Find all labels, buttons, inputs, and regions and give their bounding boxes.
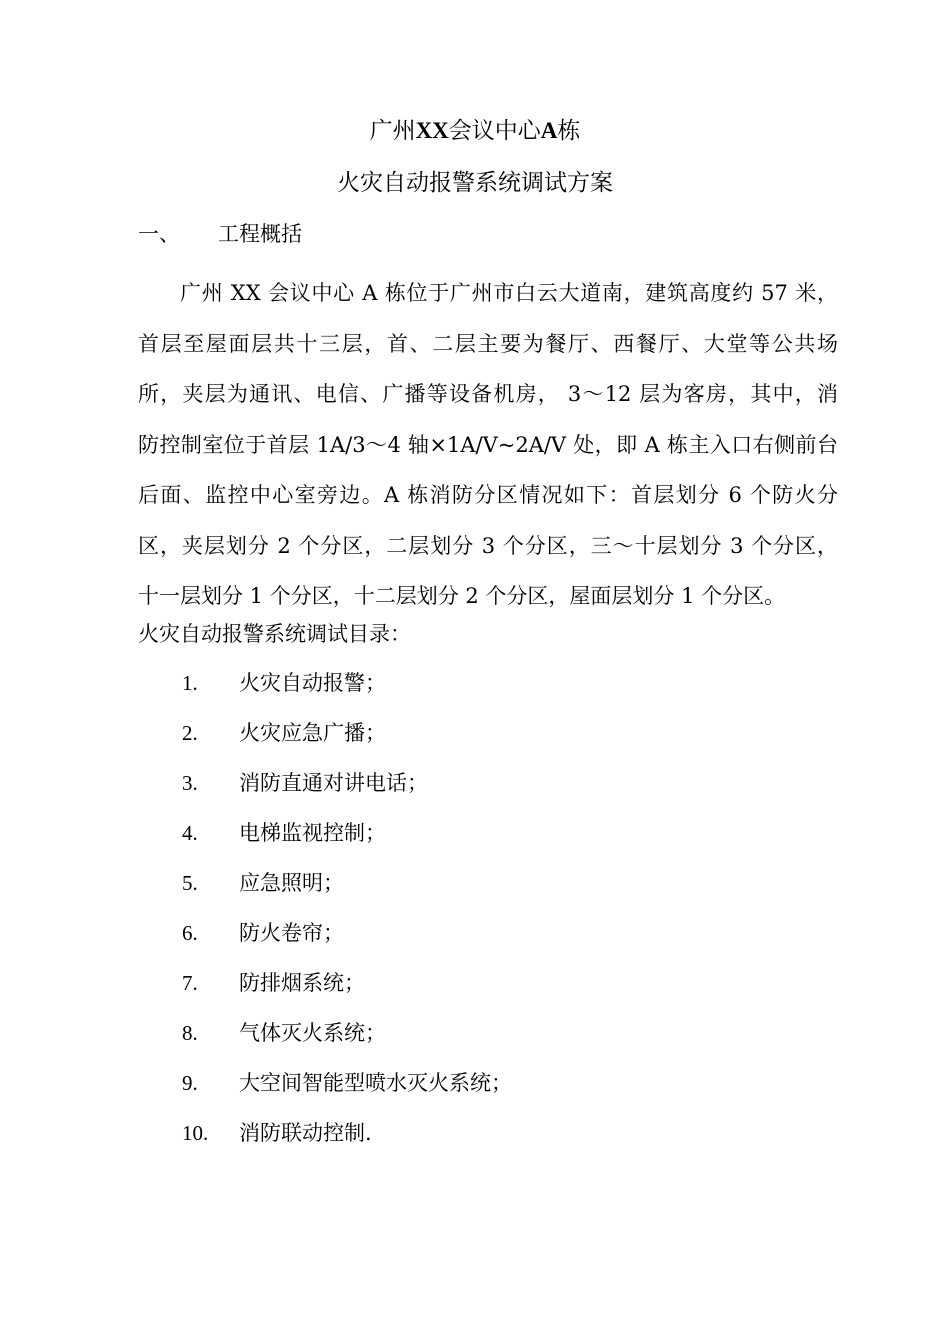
list-item-text: 电梯监视控制； (239, 821, 386, 845)
list-item-number: 9. (182, 1071, 198, 1095)
list-item (182, 818, 512, 868)
list-item (182, 1068, 512, 1118)
list-item (182, 668, 512, 718)
list-item-number: 10. (182, 1121, 209, 1145)
title-part-bold: XX (415, 118, 449, 143)
list-item-number: 6. (182, 921, 198, 945)
list-title: 火灾自动报警系统调试目录： (138, 622, 411, 646)
list-item (182, 718, 512, 768)
section-title: 工程概括 (218, 222, 302, 246)
list-item-text: 火灾应急广播； (239, 721, 386, 745)
title-part: 广州 (369, 118, 416, 144)
list-item-number: 3. (182, 771, 198, 795)
list-item-text: 消防联动控制. (239, 1121, 372, 1145)
list-item (182, 918, 512, 968)
list-item (182, 968, 512, 1018)
list-item-number: 7. (182, 971, 198, 995)
list-item (182, 1018, 512, 1068)
paragraph-line: 后面、监控中心室旁边。A 栋消防分区情况如下：首层划分 6 个防火分 (138, 483, 838, 507)
paragraph-line: 广州 XX 会议中心 A 栋位于广州市白云大道南，建筑高度约 57 米， (180, 281, 838, 305)
paragraph-line: 首层至屋面层共十三层，首、二层主要为餐厅、西餐厅、大堂等公共场 (138, 331, 838, 356)
list-item-text: 大空间智能型喷水灭火系统； (239, 1071, 512, 1095)
title-part: 栋 (557, 118, 581, 144)
debug-item-list (182, 668, 512, 1168)
overview-paragraph (138, 268, 838, 622)
list-item-text: 防火卷帘； (239, 921, 344, 945)
list-item (182, 868, 512, 918)
section-heading (138, 219, 302, 249)
list-item-text: 火灾自动报警； (239, 671, 386, 695)
list-item-number: 4. (182, 821, 198, 845)
list-item (182, 1118, 512, 1168)
title-part-bold: A (540, 118, 558, 143)
list-item-text: 防排烟系统； (239, 971, 365, 995)
document-title-line-1 (0, 116, 950, 146)
paragraph-line: 区，夹层划分 2 个分区，二层划分 3 个分区，三～十层划分 3 个分区， (138, 533, 838, 558)
list-item-text: 消防直通对讲电话； (239, 771, 428, 795)
paragraph-line: 十一层划分 1 个分区，十二层划分 2 个分区，屋面层划分 1 个分区。 (138, 584, 786, 608)
list-item-number: 2. (182, 721, 198, 745)
list-item-number: 8. (182, 1021, 198, 1045)
list-item-number: 1. (182, 671, 198, 695)
title-part: 会议中心 (448, 118, 541, 144)
list-item-text: 应急照明； (239, 871, 344, 895)
section-number: 一、 (138, 222, 180, 246)
document-title-line-2: 火灾自动报警系统调试方案 (337, 170, 613, 196)
list-item-text: 气体灭火系统； (239, 1021, 386, 1045)
paragraph-line: 所，夹层为通讯、电信、广播等设备机房， 3～12 层为客房，其中，消 (138, 382, 838, 406)
list-item (182, 768, 512, 818)
paragraph-line: 防控制室位于首层 1A/3～4 轴×1A/V~2A/V 处，即 A 栋主入口右侧前台 (138, 432, 838, 457)
list-item-number: 5. (182, 871, 198, 895)
